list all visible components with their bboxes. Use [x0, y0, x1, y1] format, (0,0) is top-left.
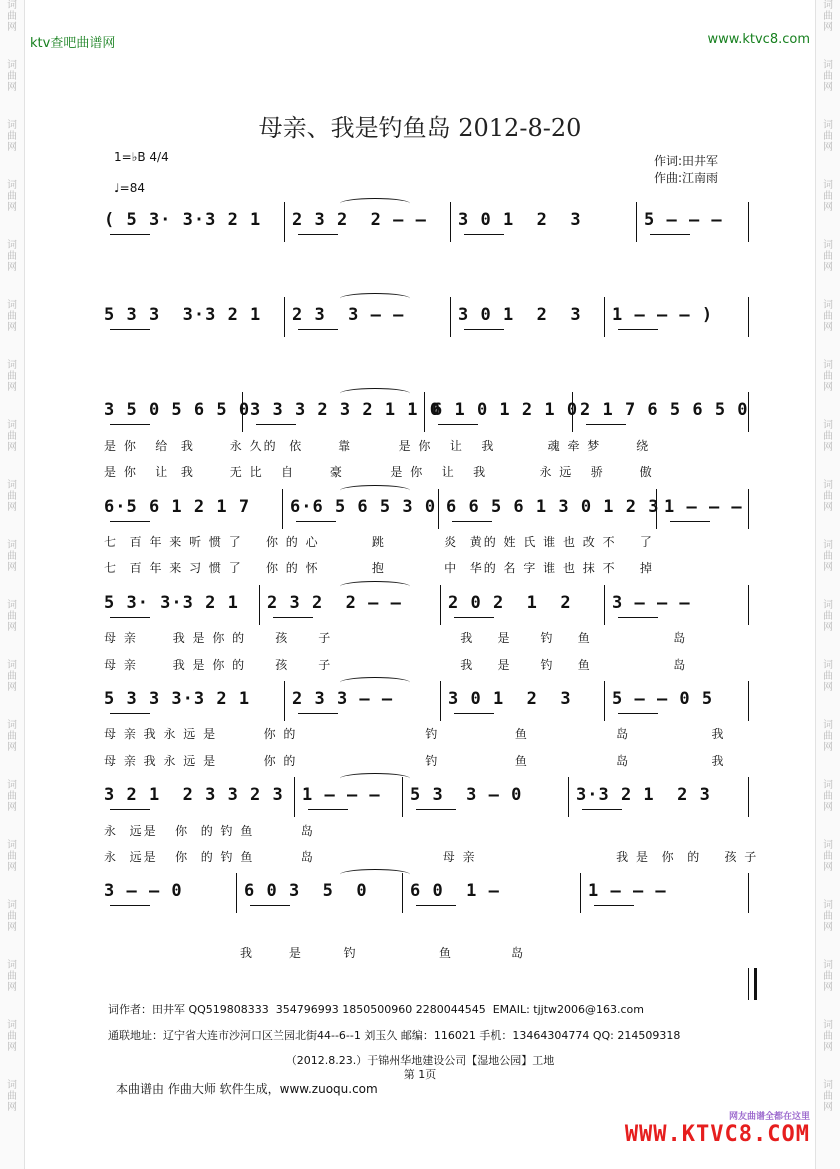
watermark-glyphs: 词 曲 网 — [823, 840, 833, 873]
barline — [604, 297, 605, 337]
beam-line — [452, 521, 492, 522]
barline — [294, 777, 295, 817]
measure: 6 0 1 – — [410, 881, 500, 901]
lyric-line: 永 远是 你 的 钓 鱼 岛 — [104, 824, 315, 838]
beam-line — [582, 809, 622, 810]
watermark-glyphs: 词 曲 网 — [823, 240, 833, 273]
final-barline — [748, 968, 757, 1000]
beam-line — [110, 329, 150, 330]
watermark-glyphs: 词 曲 网 — [7, 900, 17, 933]
measure: 3 3 3 2 3 2 1 1 0 — [250, 400, 441, 420]
measure: 3 0 1 2 3 — [458, 210, 582, 230]
key-signature — [114, 150, 169, 164]
score-line — [104, 689, 756, 729]
measure: 2 3 3 – – — [292, 305, 405, 325]
lyric-line: 七 百 年 来 习 惯 了 你 的 怀 抱 中 华的 名 字 谁 也 抹 不 掉 — [104, 561, 654, 575]
score-line — [104, 785, 756, 825]
measure: 6 6 5 6 1 3 0 1 2 3 — [446, 497, 660, 517]
site-name-left[interactable]: ktv查吧曲谱网 — [30, 36, 116, 51]
measure: 3 – – 0 — [104, 881, 183, 901]
measure: 3 0 1 2 3 — [458, 305, 582, 325]
measure: 5 3 3 3·3 2 1 — [104, 305, 262, 325]
watermark-glyphs: 词 曲 网 — [7, 240, 17, 273]
brand-tagline: 网友曲谱全都在这里 — [728, 1112, 810, 1122]
lyric-line: 母 亲 我 永 远 是 你 的 钓 鱼 岛 我 — [104, 754, 726, 768]
slur — [340, 581, 410, 592]
watermark-glyphs: 词 曲 网 — [823, 420, 833, 453]
lyricist-credit: 作词:田井军 — [654, 154, 719, 168]
barline — [440, 585, 441, 625]
watermark-glyphs: 词 曲 网 — [823, 660, 833, 693]
measure: 6·6 5 6 5 3 0 — [290, 497, 437, 517]
watermark-glyphs: 词 曲 网 — [823, 780, 833, 813]
slur — [340, 677, 410, 688]
barline — [604, 585, 605, 625]
watermark-glyphs: 词 曲 网 — [823, 120, 833, 153]
composition-note: （2012.8.23.）于锦州华地建设公司【湿地公园】工地 — [285, 1054, 555, 1067]
watermark-glyphs: 词 曲 网 — [823, 600, 833, 633]
slur — [340, 869, 410, 880]
composer-credit: 作曲:江南雨 — [654, 171, 719, 185]
watermark-glyphs: 词 曲 网 — [823, 360, 833, 393]
beam-line — [298, 713, 338, 714]
beam-line — [618, 329, 658, 330]
score-line — [104, 497, 756, 537]
beam-line — [438, 424, 478, 425]
measure: 3 – – – — [612, 593, 691, 613]
barline — [572, 392, 573, 432]
beam-line — [110, 521, 150, 522]
slur — [340, 198, 410, 209]
lyric-line: 母 亲 我 永 远 是 你 的 钓 鱼 岛 我 — [104, 727, 726, 741]
barline — [748, 297, 749, 337]
beam-line — [308, 809, 348, 810]
score-line — [104, 593, 756, 633]
measure: 3 0 1 2 3 — [448, 689, 572, 709]
watermark-glyphs: 词 曲 网 — [823, 0, 833, 33]
barline — [568, 777, 569, 817]
page-number: 第 1页 — [403, 1068, 437, 1081]
beam-line — [110, 809, 150, 810]
beam-line — [586, 424, 626, 425]
barline — [748, 681, 749, 721]
slur — [340, 388, 410, 399]
measure: 2 3 2 2 – – — [267, 593, 402, 613]
slur — [340, 773, 410, 784]
watermark-glyphs: 词 曲 网 — [7, 360, 17, 393]
watermark-glyphs: 词 曲 网 — [823, 960, 833, 993]
barline — [748, 873, 749, 913]
barline — [236, 873, 237, 913]
barline — [450, 202, 451, 242]
beam-line — [670, 521, 710, 522]
barline — [440, 681, 441, 721]
lyric-line: 七 百 年 来 听 惯 了 你 的 心 跳 炎 黄的 姓 氏 谁 也 改 不 了 — [104, 535, 654, 549]
barline — [424, 392, 425, 432]
beam-line — [110, 713, 150, 714]
measure: 1 – – – — [588, 881, 667, 901]
beam-line — [416, 809, 456, 810]
measure: 6 1 0 1 2 1 0 — [432, 400, 579, 420]
beam-line — [618, 617, 658, 618]
watermark-glyphs: 词 曲 网 — [823, 1020, 833, 1053]
beam-line — [454, 713, 494, 714]
beam-line — [110, 424, 150, 425]
barline — [242, 392, 243, 432]
song-title: 母亲、我是钓鱼岛 2012-8-20 — [258, 114, 582, 142]
beam-line — [594, 905, 634, 906]
score-line — [104, 400, 756, 440]
beam-line — [650, 234, 690, 235]
barline — [580, 873, 581, 913]
measure: 5 3 3 3·3 2 1 — [104, 689, 251, 709]
lyric-line: 母 亲 我 是 你 的 孩 子 我 是 钓 鱼 岛 — [104, 658, 688, 672]
watermark-glyphs: 词 曲 网 — [7, 720, 17, 753]
watermark-glyphs: 词 曲 网 — [7, 960, 17, 993]
watermark-glyphs: 词 曲 网 — [823, 900, 833, 933]
barline — [636, 202, 637, 242]
measure: 6 0 3 5 0 — [244, 881, 368, 901]
barline — [259, 585, 260, 625]
lyric-line: 是 你 给 我 永 久的 依 靠 是 你 让 我 魂 牵 梦 绕 — [104, 439, 651, 453]
slur — [340, 485, 410, 496]
barline — [284, 297, 285, 337]
watermark-glyphs: 词 曲 网 — [823, 540, 833, 573]
beam-line — [464, 329, 504, 330]
measure: 5 – – – — [644, 210, 723, 230]
beam-line — [618, 713, 658, 714]
barline — [748, 202, 749, 242]
author-contact: 词作者：田井军 QQ519808333 354796993 1850500960 2280044545 EMAIL: tjjtw2006@163.com — [108, 1003, 644, 1016]
measure: ( 5 3· 3·3 2 1 — [104, 210, 262, 230]
watermark-glyphs: 词 曲 网 — [7, 300, 17, 333]
barline — [656, 489, 657, 529]
score-line — [104, 881, 756, 921]
lyric-line: 母 亲 我 是 你 的 孩 子 我 是 钓 鱼 岛 — [104, 631, 688, 645]
watermark-glyphs: 词 曲 网 — [7, 600, 17, 633]
measure: 2 1 7 6 5 6 5 0 — [580, 400, 749, 420]
site-url-right[interactable]: www.ktvc8.com — [707, 32, 810, 47]
watermark-glyphs: 词 曲 网 — [7, 60, 17, 93]
lyric-line: 我 是 钓 鱼 岛 — [240, 946, 526, 960]
watermark-glyphs: 词 曲 网 — [7, 1080, 17, 1113]
watermark-glyphs: 词 曲 网 — [823, 300, 833, 333]
barline — [748, 777, 749, 817]
measure: 5 3· 3·3 2 1 — [104, 593, 239, 613]
slur — [340, 293, 410, 304]
watermark-glyphs: 词 曲 网 — [823, 1080, 833, 1113]
lyric-line: 是 你 让 我 无 比 自 豪 是 你 让 我 永 远 骄 傲 — [104, 465, 654, 479]
watermark-glyphs: 词 曲 网 — [7, 420, 17, 453]
watermark-glyphs: 词 曲 网 — [7, 480, 17, 513]
mailing-address: 通联地址：辽宁省大连市沙河口区兰园北街44--6--1 刘玉久 邮编：116021 手机：13464304774 QQ: 214509318 — [108, 1029, 681, 1042]
score-line — [104, 305, 756, 345]
time-signature: 4/4 — [149, 150, 169, 164]
beam-line — [256, 424, 296, 425]
barline — [748, 489, 749, 529]
measure: 1 – – – — [664, 497, 743, 517]
watermark-glyphs: 词 曲 网 — [7, 540, 17, 573]
barline — [748, 585, 749, 625]
key-label: 1=♭B — [114, 150, 146, 164]
measure: 1 – – – ) — [612, 305, 714, 325]
left-watermark-strip — [0, 0, 25, 1169]
measure: 1 – – – — [302, 785, 381, 805]
beam-line — [296, 521, 336, 522]
score-line — [104, 210, 756, 250]
measure: 6·5 6 1 2 1 7 — [104, 497, 251, 517]
watermark-glyphs: 词 曲 网 — [7, 1020, 17, 1053]
measure: 5 3 3 – 0 — [410, 785, 523, 805]
beam-line — [110, 234, 150, 235]
beam-line — [110, 905, 150, 906]
brand-logo[interactable] — [625, 1109, 810, 1147]
beam-line — [464, 234, 504, 235]
barline — [748, 392, 749, 432]
watermark-glyphs: 词 曲 网 — [823, 180, 833, 213]
beam-line — [110, 617, 150, 618]
measure: 2 0 2 1 2 — [448, 593, 572, 613]
barline — [284, 681, 285, 721]
barline — [284, 202, 285, 242]
watermark-glyphs: 词 曲 网 — [7, 120, 17, 153]
beam-line — [298, 234, 338, 235]
watermark-glyphs: 词 曲 网 — [823, 60, 833, 93]
watermark-glyphs: 词 曲 网 — [7, 180, 17, 213]
right-watermark-strip — [815, 0, 840, 1169]
tempo-marking: ♩=84 — [114, 181, 145, 195]
watermark-glyphs: 词 曲 网 — [7, 660, 17, 693]
barline — [438, 489, 439, 529]
beam-line — [416, 905, 456, 906]
barline — [282, 489, 283, 529]
beam-line — [298, 329, 338, 330]
barline — [450, 297, 451, 337]
beam-line — [454, 617, 494, 618]
measure: 2 3 3 – – — [292, 689, 394, 709]
measure: 3·3 2 1 2 3 — [576, 785, 711, 805]
measure: 3 5 0 5 6 5 0 — [104, 400, 251, 420]
beam-line — [250, 905, 290, 906]
brand-text: WWW.KTVC8.COM — [624, 1122, 810, 1147]
watermark-glyphs: 词 曲 网 — [823, 720, 833, 753]
measure: 5 – – 0 5 — [612, 689, 714, 709]
generator-credit: 本曲谱由 作曲大师 软件生成，www.zuoqu.com — [116, 1082, 378, 1096]
measure: 3 2 1 2 3 3 2 3 — [104, 785, 284, 805]
measure: 2 3 2 2 – – — [292, 210, 427, 230]
beam-line — [273, 617, 313, 618]
watermark-glyphs: 词 曲 网 — [7, 0, 17, 33]
watermark-glyphs: 词 曲 网 — [7, 780, 17, 813]
watermark-glyphs: 词 曲 网 — [7, 840, 17, 873]
lyric-line: 永 远是 你 的 钓 鱼 岛 母 亲 我 是 你 的 孩 子 — [104, 850, 759, 864]
watermark-glyphs: 词 曲 网 — [823, 480, 833, 513]
barline — [604, 681, 605, 721]
